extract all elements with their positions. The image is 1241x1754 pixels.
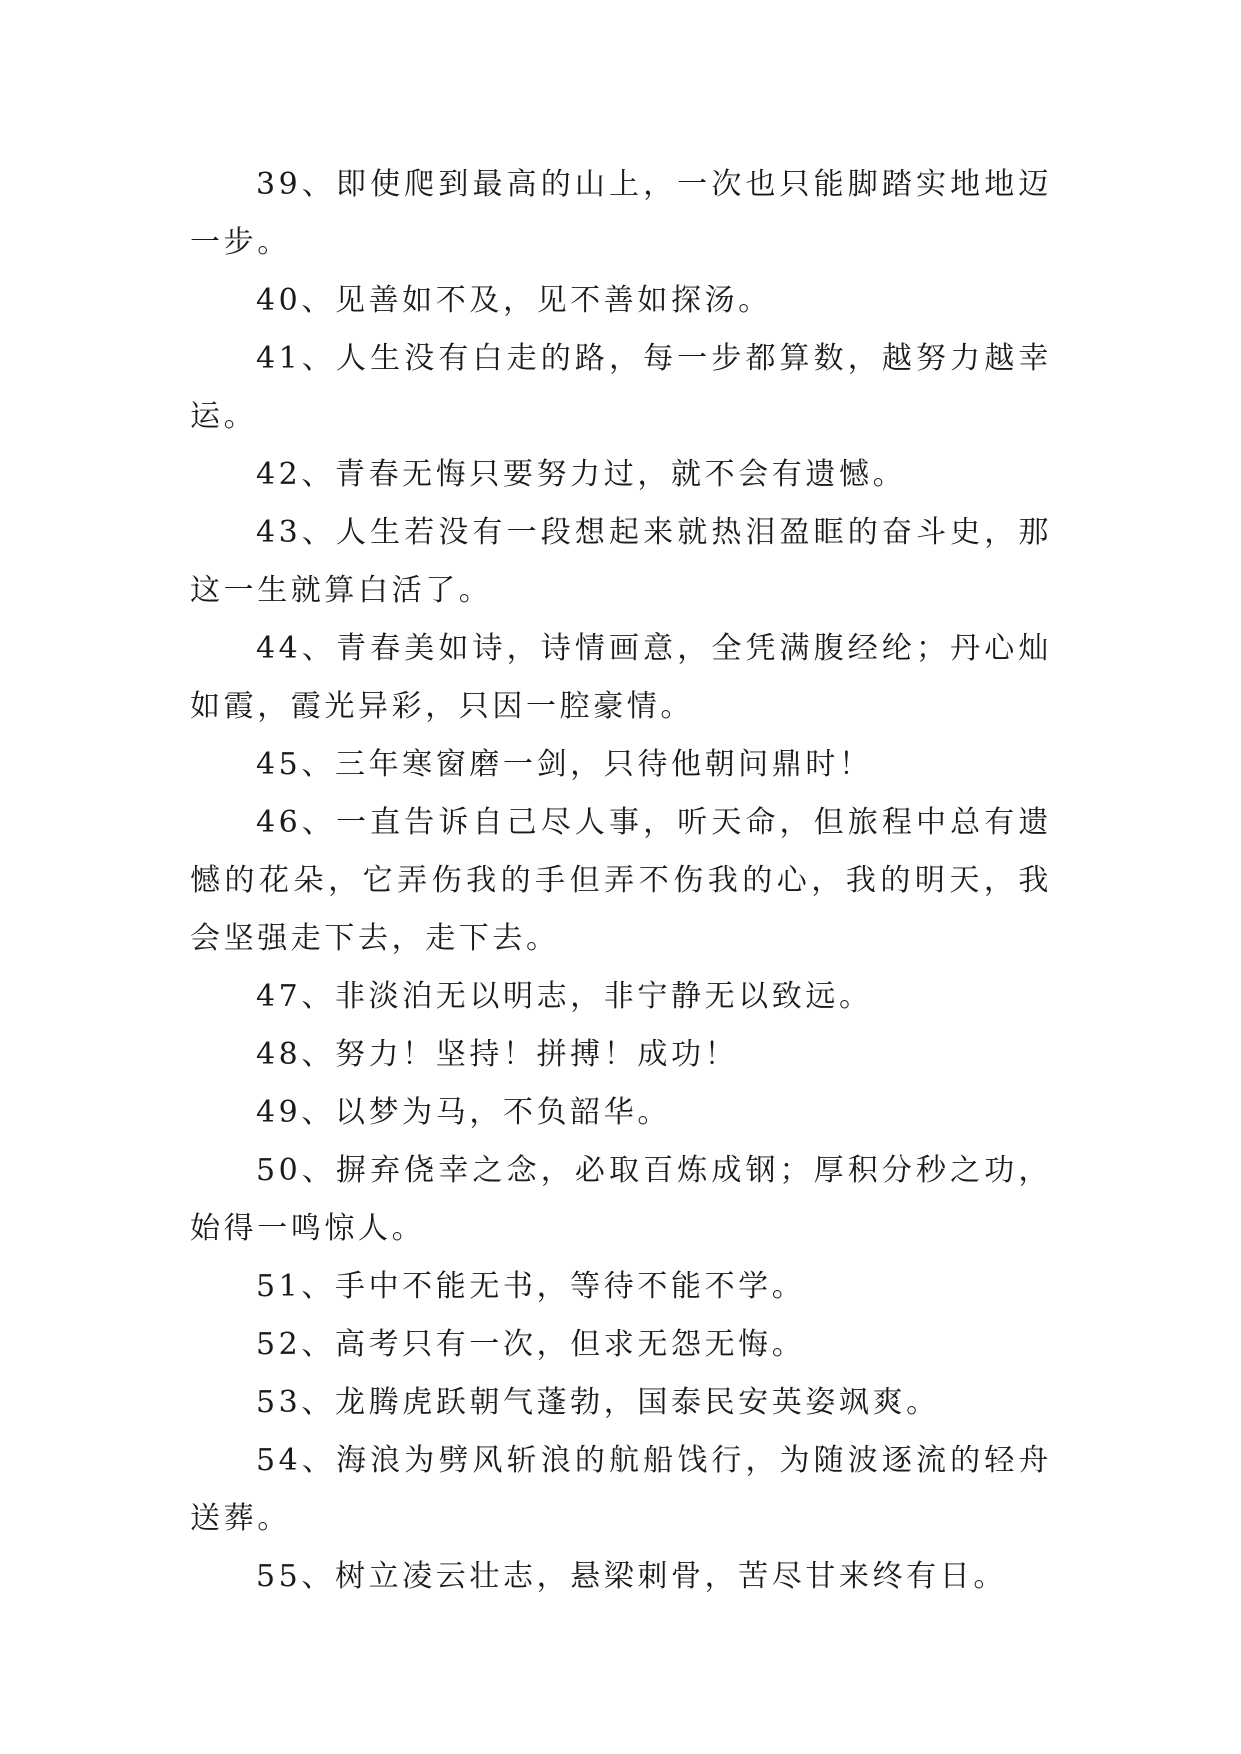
quote-item: 50、摒弃侥幸之念，必取百炼成钢；厚积分秒之功，始得一鸣惊人。 <box>190 1153 1052 1246</box>
quote-item: 47、非淡泊无以明志，非宁静无以致远。 <box>256 979 873 1014</box>
quote-item: 40、见善如不及，见不善如探汤。 <box>256 283 772 318</box>
quote-item: 52、高考只有一次，但求无怨无悔。 <box>256 1327 806 1362</box>
quote-list <box>190 156 1052 1606</box>
quote-item: 53、龙腾虎跃朝气蓬勃，国泰民安英姿飒爽。 <box>256 1385 940 1420</box>
quote-item: 48、努力！坚持！拼搏！成功！ <box>256 1037 739 1072</box>
quote-item: 49、以梦为马，不负韶华。 <box>256 1095 671 1130</box>
quote-item: 46、一直告诉自己尽人事，听天命，但旅程中总有遗憾的花朵，它弄伤我的手但弄不伤我的心，我的明天，我会坚强走下去，走下去。 <box>190 805 1052 956</box>
quote-item: 42、青春无悔只要努力过，就不会有遗憾。 <box>256 457 907 492</box>
quote-item: 54、海浪为劈风斩浪的航船饯行，为随波逐流的轻舟送葬。 <box>190 1443 1052 1536</box>
quote-item: 51、手中不能无书，等待不能不学。 <box>256 1269 806 1304</box>
quote-item: 45、三年寒窗磨一剑，只待他朝问鼎时！ <box>256 747 873 782</box>
quote-item: 43、人生若没有一段想起来就热泪盈眶的奋斗史，那这一生就算白活了。 <box>190 515 1052 608</box>
quote-item: 41、人生没有白走的路，每一步都算数，越努力越幸运。 <box>190 341 1052 434</box>
quote-item: 55、树立凌云壮志，悬梁刺骨，苦尽甘来终有日。 <box>256 1559 1007 1594</box>
quote-item: 44、青春美如诗，诗情画意，全凭满腹经纶；丹心灿如霞，霞光异彩，只因一腔豪情。 <box>190 631 1052 724</box>
quote-item: 39、即使爬到最高的山上，一次也只能脚踏实地地迈一步。 <box>190 167 1052 260</box>
